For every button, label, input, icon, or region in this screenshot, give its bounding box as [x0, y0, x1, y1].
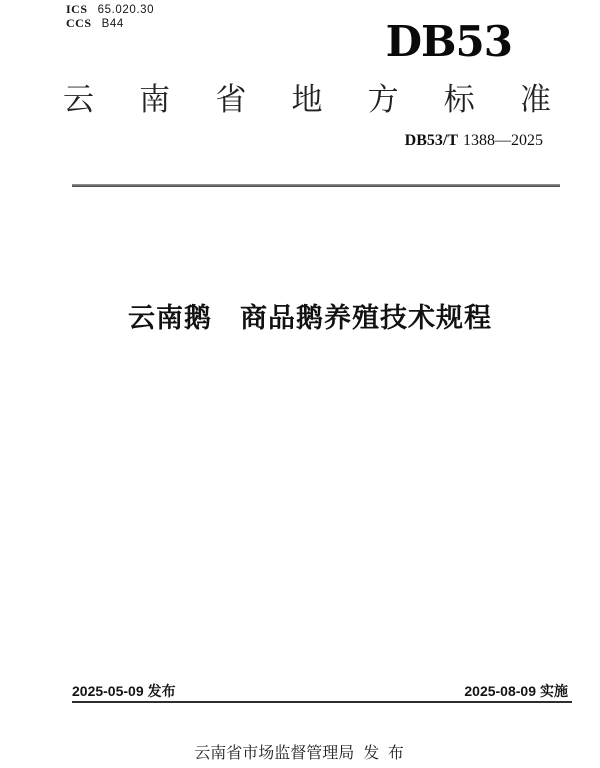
top-divider-rule [72, 184, 560, 187]
standard-type-char: 省 [215, 82, 247, 117]
issue-date-group [72, 683, 176, 700]
issue-date-label: 发布 [147, 683, 176, 699]
standard-type-char: 方 [367, 82, 399, 117]
publisher-name: 云南省市场监督管理局 [194, 745, 355, 762]
issue-date: 2025-05-09 [72, 683, 144, 699]
standard-type-char: 云 [63, 82, 94, 117]
standard-number [405, 132, 543, 150]
standard-type-char: 准 [519, 82, 551, 117]
standard-number-value: 1388—2025 [463, 132, 543, 149]
ics-code-row [66, 3, 154, 17]
bottom-divider-rule [72, 701, 572, 703]
implement-date-group [464, 683, 568, 700]
publish-label: 发 布 [363, 745, 406, 762]
db53-logo: DB53 [385, 17, 512, 66]
standard-type-char: 南 [139, 82, 171, 117]
standard-type-char: 标 [443, 82, 475, 117]
document-title: 云南鹅 商品鹅养殖技术规程 [128, 303, 492, 333]
publisher-row [0, 745, 600, 763]
implement-date: 2025-08-09 [464, 683, 536, 699]
ics-label: ICS [66, 2, 88, 16]
ics-value: 65.020.30 [97, 4, 155, 16]
ccs-value: B44 [101, 18, 124, 30]
implement-date-label: 实施 [540, 683, 568, 699]
ccs-code-row [66, 17, 124, 31]
standard-type-row [63, 84, 551, 117]
dates-row [72, 683, 568, 700]
standard-type-char: 地 [291, 82, 323, 117]
ccs-label: CCS [66, 16, 92, 30]
standard-number-prefix: DB53/T [404, 132, 458, 149]
